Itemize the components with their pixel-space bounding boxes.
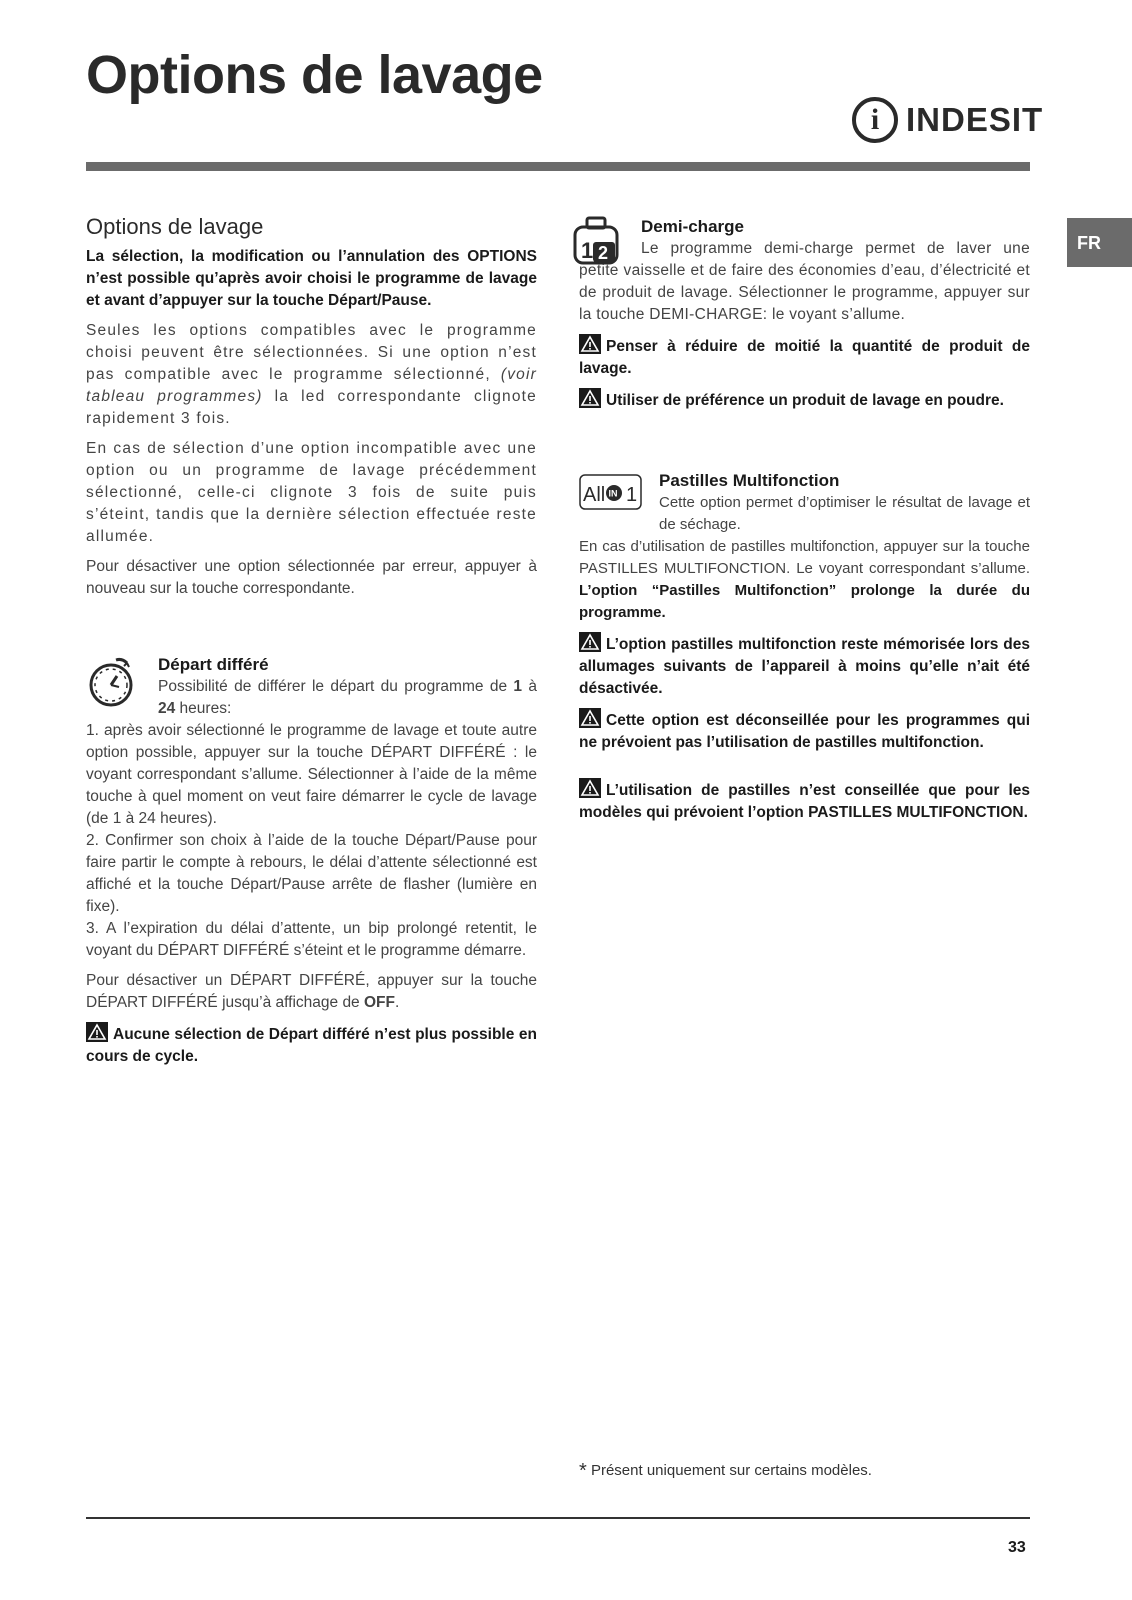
delay-step-3: 3. A l’expiration du délai d’attente, un bip prolongé retentit, le voyant du DÉPART DIFFÉRÉ s’éteint et le programme démarre. xyxy=(86,920,537,959)
footnote xyxy=(579,1460,872,1483)
brand-logo-icon: i xyxy=(852,97,898,143)
half-warning-1-text: Penser à réduire de moitié la quantité de produit de lavage. xyxy=(579,338,1030,377)
header-divider xyxy=(86,162,1030,171)
incompat-paragraph: En cas de sélection d’une option incompatible avec une option ou un programme de lavage précédemment sélectionné, celle-ci clignote 3 fois de suite puis s’éteint, tandis que la dernière sélection effectuée reste allumée. xyxy=(86,440,537,545)
svg-text:1: 1 xyxy=(626,484,638,506)
footnote-text: Présent uniquement sur certains modèles. xyxy=(590,1462,872,1479)
multi-tablet-title: Pastilles Multifonction xyxy=(659,471,840,490)
delay-deactivate xyxy=(86,970,537,1014)
warning-icon xyxy=(579,708,601,728)
brand-logo xyxy=(852,97,1043,143)
multi-usage-bold: L’option “Pastilles Multifonction” prolonge la durée du programme. xyxy=(579,582,1030,621)
multi-warning-1 xyxy=(579,632,1030,700)
delay-desc-b: à xyxy=(522,678,537,695)
half-load-warning-1 xyxy=(579,334,1030,380)
svg-text:1: 1 xyxy=(581,238,594,263)
delay-warning-text: Aucune sélection de Départ différé n’est plus possible en cours de cycle. xyxy=(86,1026,537,1065)
delay-max-hours: 24 xyxy=(158,700,176,717)
multi-warning-2-text: Cette option est déconseillée pour les programmes qui ne prévoient pas l’utilisation de pastilles multifonction. xyxy=(579,712,1030,751)
right-column xyxy=(579,216,1030,832)
compat-text-a: Seules les options compatibles avec le programme choisi peuvent être sélectionnées. Si une option n’est pas compatible avec le programme sélectionné, xyxy=(86,322,537,383)
deselect-paragraph: Pour désactiver une option sélectionnée par erreur, appuyer à nouveau sur la touche correspondante. xyxy=(86,558,537,597)
footnote-star: * xyxy=(579,1460,587,1482)
half-load-title: Demi-charge xyxy=(641,217,744,236)
multi-tablet-usage xyxy=(579,536,1030,624)
all-in-one-icon xyxy=(579,470,659,536)
multi-tablet-block xyxy=(579,470,1030,536)
multi-warning-1-text: L’option pastilles multifonction reste mémorisée lors des allumages suivants de l’appareil à moins qu’elle n’ait été désactivée. xyxy=(579,636,1030,697)
footer-divider xyxy=(86,1517,1030,1519)
warning-icon xyxy=(579,334,601,354)
half-load-warning-2 xyxy=(579,388,1030,412)
intro-paragraph: La sélection, la modification ou l’annulation des OPTIONS n’est possible qu’après avoir choisi le programme de lavage et avant d’appuyer sur la touche Départ/Pause. xyxy=(86,248,537,309)
timer-icon xyxy=(86,654,158,720)
svg-text:All: All xyxy=(583,484,606,506)
half-warning-2-text: Utiliser de préférence un produit de lavage en poudre. xyxy=(606,392,1004,409)
multi-warning-2 xyxy=(579,708,1030,754)
half-load-desc xyxy=(579,238,1030,326)
deactivate-text-a: Pour désactiver un DÉPART DIFFÉRÉ, appuyer sur la touche DÉPART DIFFÉRÉ jusqu’à affichage de xyxy=(86,972,537,1011)
delay-step-1: 1. après avoir sélectionné le programme de lavage et toute autre option possible, appuyer sur la touche DÉPART DIFFÉRÉ : le voyant correspondant s’allume. Sélectionner à l’aide de la même touche à quel moment on veut faire démarrer le cycle de lavage (de 1 à 24 heures). xyxy=(86,722,537,827)
multi-warning-3 xyxy=(579,778,1030,824)
delay-start-block xyxy=(86,654,537,720)
delay-step-2: 2. Confirmer son choix à l’aide de la touche Départ/Pause pour faire partir le compte à rebours, le délai d’attente sélectionné est affiché et la touche Départ/Pause arrête de flasher (lumière en fixe). xyxy=(86,832,537,915)
deactivate-off: OFF xyxy=(364,994,395,1011)
compat-paragraph xyxy=(86,320,537,430)
language-tab: FR xyxy=(1067,218,1132,267)
brand-name: INDESIT xyxy=(906,101,1044,138)
svg-text:IN: IN xyxy=(608,488,618,499)
page-number: 33 xyxy=(1008,1539,1026,1556)
warning-icon xyxy=(579,778,601,798)
delay-start-title: Départ différé xyxy=(158,655,269,674)
half-load-icon xyxy=(571,216,621,273)
multi-tablet-desc: Cette option permet d’optimiser le résultat de lavage et de séchage. xyxy=(659,494,1030,533)
deactivate-text-b: . xyxy=(395,994,400,1011)
warning-icon xyxy=(86,1022,108,1042)
multi-warning-3-text: L’utilisation de pastilles n’est conseillée que pour les modèles qui prévoient l’option PASTILLES MULTIFONCTION. xyxy=(579,782,1030,821)
svg-text:2: 2 xyxy=(598,243,609,263)
warning-icon xyxy=(579,632,601,652)
delay-desc-a: Possibilité de différer le départ du programme de xyxy=(158,678,514,695)
left-column xyxy=(86,216,537,1076)
warning-icon xyxy=(579,388,601,408)
delay-warning xyxy=(86,1022,537,1068)
delay-start-desc xyxy=(158,676,537,720)
delay-desc-c: heures: xyxy=(175,700,232,717)
multi-usage-text: En cas d’utilisation de pastilles multifonction, appuyer sur la touche PASTILLES MULTIFONCTION. Le voyant correspondant s’allume. xyxy=(579,538,1030,577)
compat-text-b: la led correspondante clignote rapidement 3 fois. xyxy=(86,388,538,427)
compat-text-italic: (voir tableau programmes) xyxy=(86,366,537,405)
half-load-desc-text: Le programme demi-charge permet de laver une petite vaisselle et de faire des économies d’eau, d’électricité et de produit de lavage. Sélectionner le programme, appuyer sur la touche DEMI-CHARGE: le voyant s’allume. xyxy=(579,240,1030,323)
delay-min-hours: 1 xyxy=(513,678,523,695)
section-title: Options de lavage xyxy=(86,214,264,239)
page-title: Options de lavage xyxy=(86,45,543,105)
